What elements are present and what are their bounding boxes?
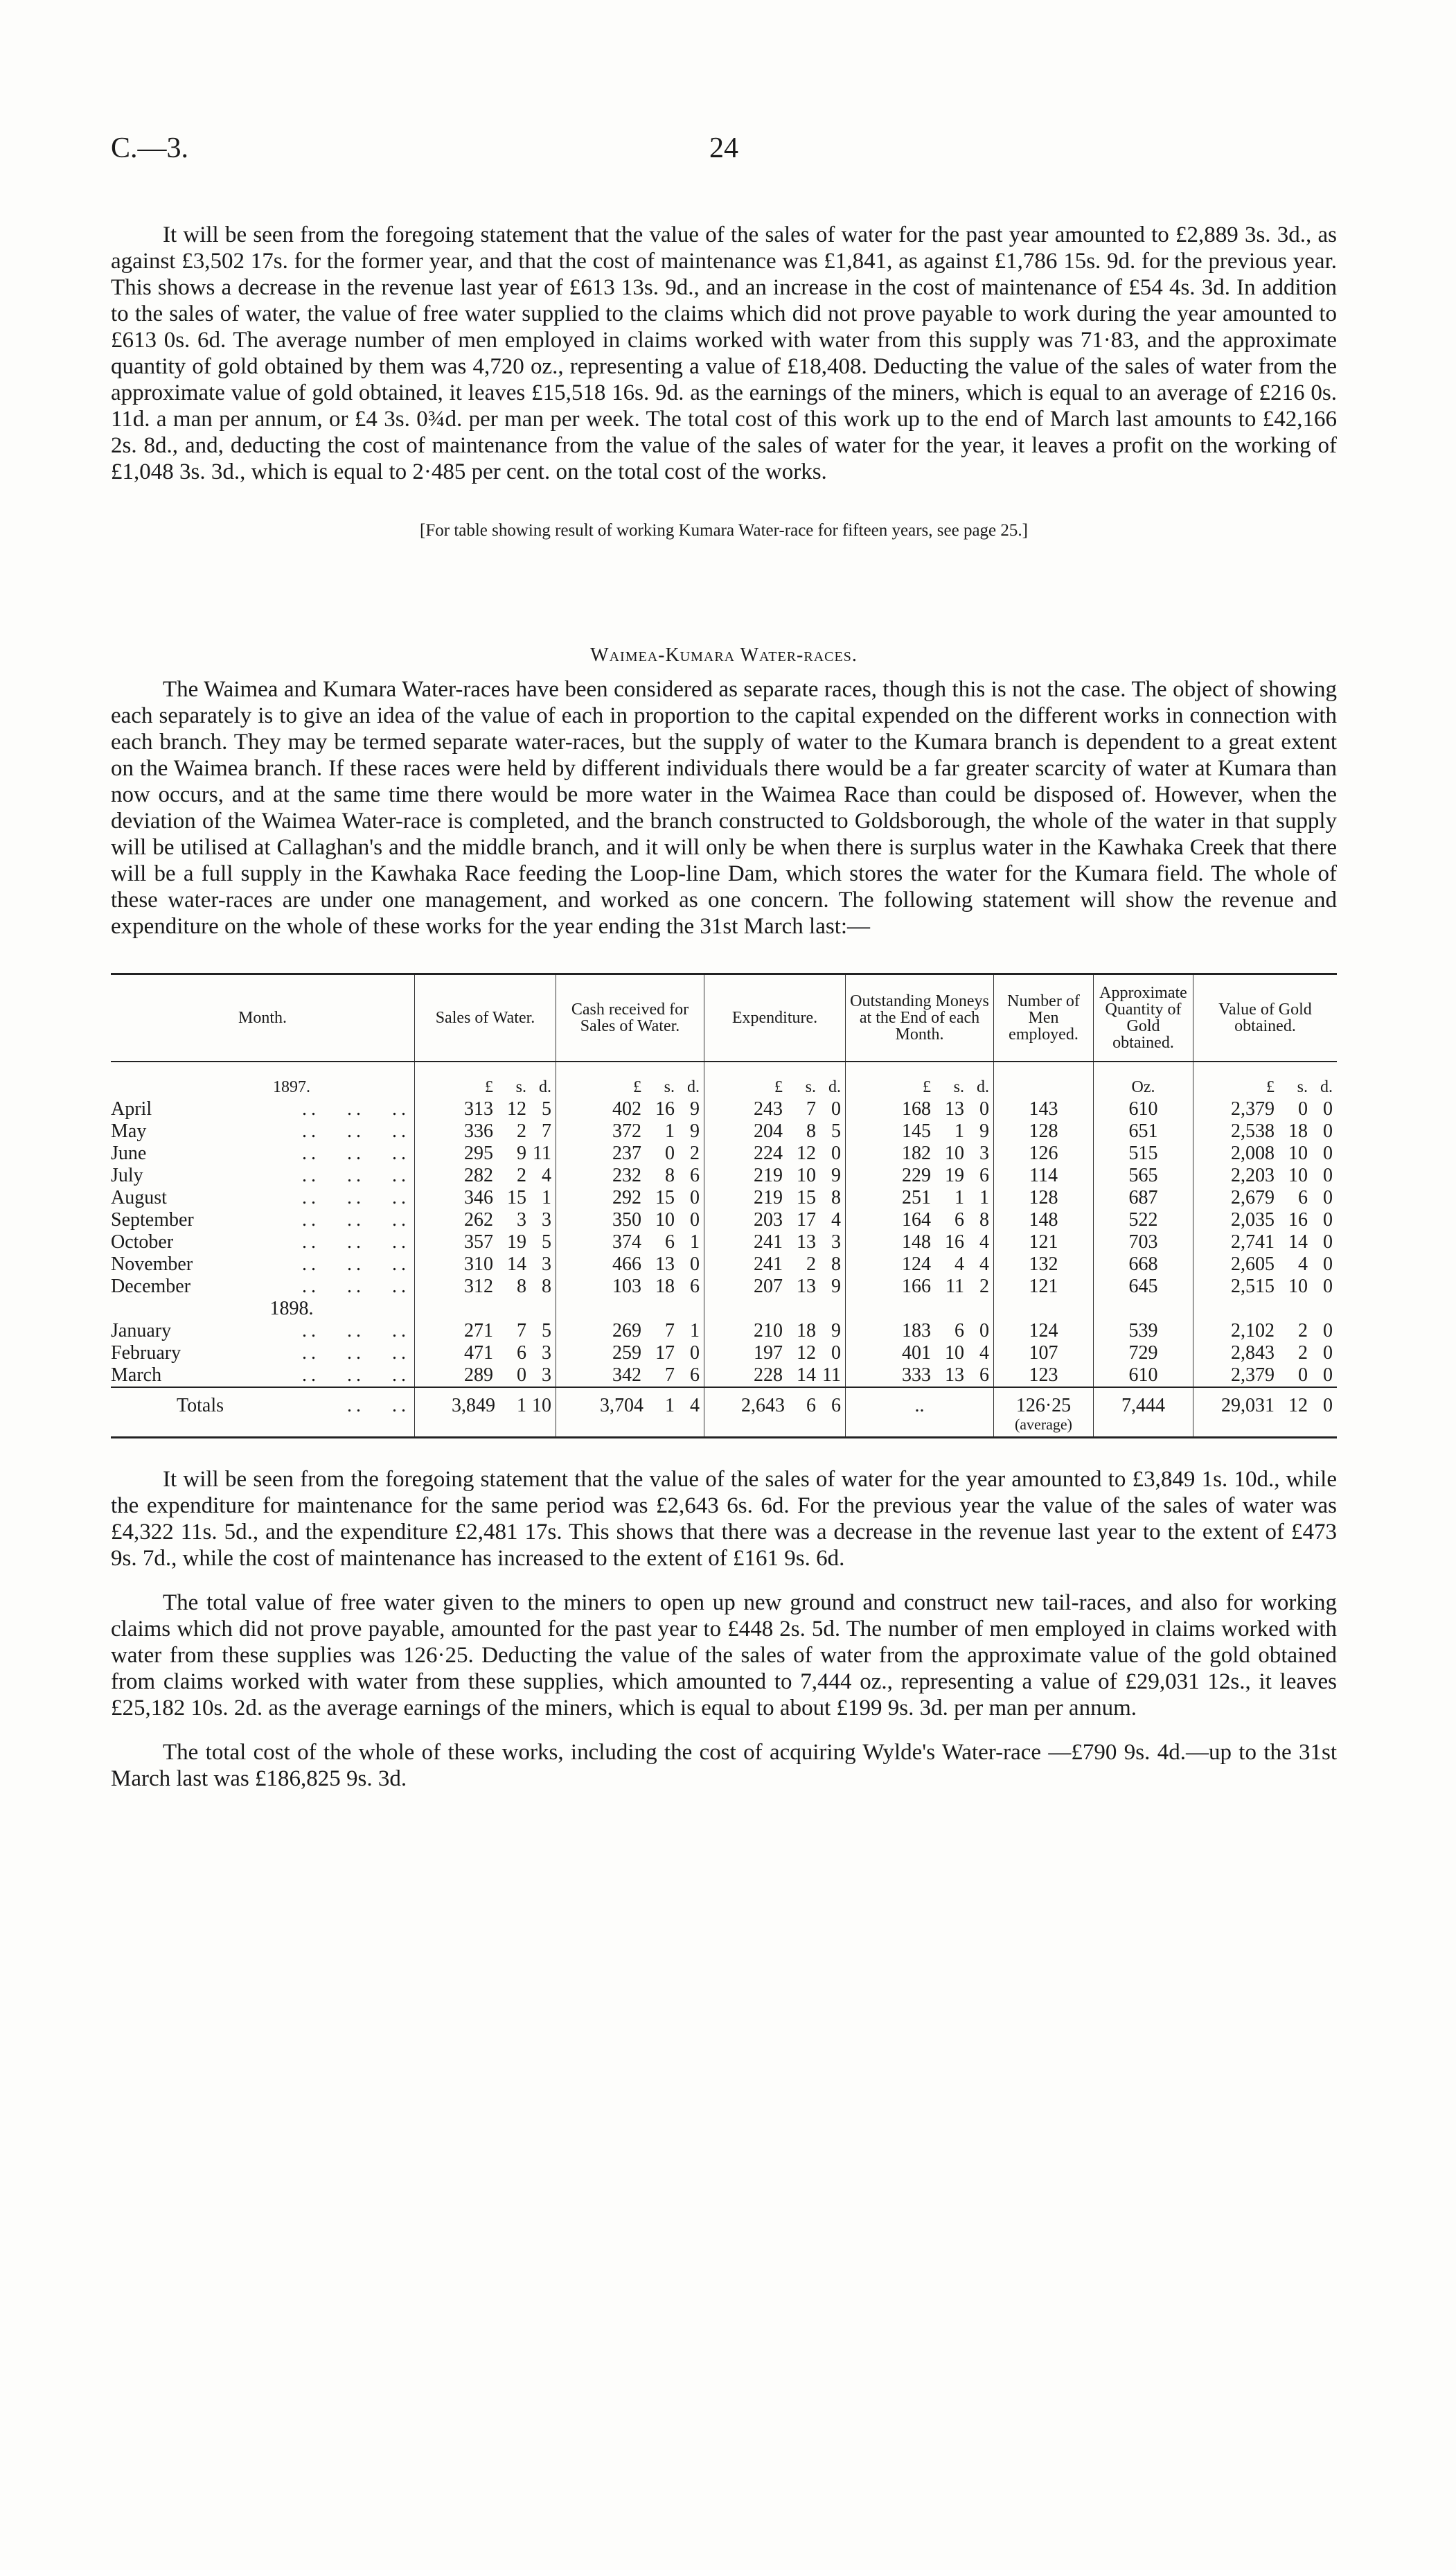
- page-number: 24: [709, 132, 738, 164]
- money-cell: 224 12 0: [704, 1143, 846, 1165]
- units-cell: £ s. d.: [556, 1062, 704, 1098]
- quantity-cell: 539: [1094, 1320, 1193, 1342]
- money-cell: 2,515 10 0: [1193, 1276, 1338, 1298]
- men-total: 126·25 (average): [994, 1387, 1094, 1438]
- table-row: [111, 1209, 1337, 1231]
- month-cell: February .. .. ..: [111, 1342, 410, 1364]
- money-cell: 124 4 4: [846, 1253, 994, 1276]
- money-cell: 401 10 4: [846, 1342, 994, 1364]
- table-row: [111, 1165, 1337, 1187]
- units-row: [111, 1062, 1337, 1098]
- month-cell: October .. .. ..: [111, 1231, 410, 1253]
- money-cell: 219 15 8: [704, 1187, 846, 1209]
- money-cell: 229 19 6: [846, 1165, 994, 1187]
- money-cell: 219 10 9: [704, 1165, 846, 1187]
- men-cell: 143: [994, 1098, 1094, 1120]
- money-cell: 168 13 0: [846, 1098, 994, 1120]
- money-cell: 342 7 6: [556, 1364, 704, 1387]
- men-cell: 148: [994, 1209, 1094, 1231]
- month-cell: September .. .. ..: [111, 1209, 410, 1231]
- col-quantity: Approximate Quantity of Gold obtained.: [1094, 974, 1193, 1062]
- money-cell: 237 0 2: [556, 1143, 704, 1165]
- money-cell: 2,379 0 0: [1193, 1364, 1338, 1387]
- men-cell: 114: [994, 1165, 1094, 1187]
- money-cell: 103 18 6: [556, 1276, 704, 1298]
- money-cell: 207 13 9: [704, 1276, 846, 1298]
- money-cell: 2,843 2 0: [1193, 1342, 1338, 1364]
- year-label: 1898.: [269, 1298, 314, 1319]
- revenue-expenditure-table: [111, 973, 1337, 1438]
- col-value: Value of Gold obtained.: [1193, 974, 1338, 1062]
- money-cell: 148 16 4: [846, 1231, 994, 1253]
- money-cell: 271 7 5: [415, 1320, 556, 1342]
- document-reference: C.—3.: [111, 132, 189, 164]
- men-cell: 128: [994, 1187, 1094, 1209]
- quantity-cell: 651: [1094, 1120, 1193, 1143]
- month-cell: April .. .. ..: [111, 1098, 410, 1120]
- money-cell: 203 17 4: [704, 1209, 846, 1231]
- money-cell: 310 14 3: [415, 1253, 556, 1276]
- money-cell: 262 3 3: [415, 1209, 556, 1231]
- money-cell: 164 6 8: [846, 1209, 994, 1231]
- money-cell: 2,379 0 0: [1193, 1098, 1338, 1120]
- col-cash: Cash received for Sales of Water.: [556, 974, 704, 1062]
- year-row: [111, 1298, 1337, 1320]
- men-cell: 128: [994, 1120, 1094, 1143]
- money-cell: 183 6 0: [846, 1320, 994, 1342]
- col-outstanding: Outstanding Moneys at the End of each Month.: [846, 974, 994, 1062]
- col-sales: Sales of Water.: [415, 974, 556, 1062]
- units-cell: Oz.: [1094, 1062, 1193, 1098]
- totals-label: Totals .. ..: [111, 1387, 415, 1438]
- quantity-cell: 522: [1094, 1209, 1193, 1231]
- money-cell: 292 15 0: [556, 1187, 704, 1209]
- year-label: 1897.: [273, 1078, 310, 1096]
- table-row: [111, 1120, 1337, 1143]
- table-body: [111, 1062, 1337, 1438]
- money-cell: 2,035 16 0: [1193, 1209, 1338, 1231]
- men-cell: 132: [994, 1253, 1094, 1276]
- paragraph-kumara-summary: It will be seen from the foregoing statement that the value of the sales of water for the past year amounted to £2,889 3s. 3d., as against £3,502 17s. for the former year, and that the cost of maintenance was £1,841, as against £1,786 15s. 9d. for the previous year. This shows a decrease in the revenue last year of £613 13s. 9d., and an increase in the cost of maintenance of £54 4s. 3d. In addition to the sales of water, the value of free water supplied to the claims which did not prove payable to work during the year amounted to £613 0s. 6d. The average number of men employed in claims worked with water from this supply was 71·83, and the approximate quantity of gold obtained by them was 4,720 oz., representing a value of £18,408. Deducting the value of the sales of water from the approximate value of gold obtained, it leaves £15,518 16s. 9d. as the earnings of the miners, which is equal to an average of £216 0s. 11d. a man per annum, or £4 3s. 0¾d. per man per week. The total cost of this work up to the end of March last amounts to £42,166 2s. 8d., and, deducting the cost of maintenance from the value of the sales of water for the year, it leaves a profit on the working of £1,048 3s. 3d., which is equal to 2·485 per cent. on the total cost of the works.: [111, 222, 1337, 484]
- money-cell: 372 1 9: [556, 1120, 704, 1143]
- money-cell: 166 11 2: [846, 1276, 994, 1298]
- table-row: [111, 1143, 1337, 1165]
- money-cell: 204 8 5: [704, 1120, 846, 1143]
- units-cell: £ s. d.: [415, 1062, 556, 1098]
- money-cell: 374 6 1: [556, 1231, 704, 1253]
- money-cell: 241 13 3: [704, 1231, 846, 1253]
- paragraph-total-cost: The total cost of the whole of these works, including the cost of acquiring Wylde's Water-race —£790 9s. 4d.—up to the 31st March last was £186,825 9s. 3d.: [111, 1740, 1337, 1791]
- money-cell: 145 1 9: [846, 1120, 994, 1143]
- table-row: [111, 1364, 1337, 1387]
- units-cell: [994, 1062, 1094, 1098]
- men-cell: 124: [994, 1320, 1094, 1342]
- outstanding-total: ..: [846, 1387, 994, 1438]
- paragraph-free-water: The total value of free water given to the miners to open up new ground and construct new tail-races, and also for working claims which did not prove payable, amounted for the past year to £448 2s. 5d. The number of men employed in claims worked with water from these supplies was 126·25. Deducting the value of the sales of water from the approximate value of the gold obtained from claims worked with water from these supplies, which amounted to 7,444 oz., representing a value of £29,031 12s., it leaves £25,182 10s. 2d. as the average earnings of the miners, which is equal to about £199 9s. 3d. per man per annum.: [111, 1590, 1337, 1720]
- quantity-cell: 729: [1094, 1342, 1193, 1364]
- table-row: [111, 1320, 1337, 1342]
- men-cell: 126: [994, 1143, 1094, 1165]
- men-cell: 121: [994, 1276, 1094, 1298]
- money-cell: 357 19 5: [415, 1231, 556, 1253]
- money-cell: 402 16 9: [556, 1098, 704, 1120]
- section-title: Waimea-Kumara Water-races.: [590, 644, 858, 666]
- col-expenditure: Expenditure.: [704, 974, 846, 1062]
- money-cell: 295 9 11: [415, 1143, 556, 1165]
- quantity-cell: 703: [1094, 1231, 1193, 1253]
- money-cell: 232 8 6: [556, 1165, 704, 1187]
- month-cell: January .. .. ..: [111, 1320, 410, 1341]
- money-cell: 2,008 10 0: [1193, 1143, 1338, 1165]
- money-cell: 312 8 8: [415, 1276, 556, 1298]
- quantity-cell: 610: [1094, 1364, 1193, 1387]
- money-cell: 243 7 0: [704, 1098, 846, 1120]
- money-cell: 471 6 3: [415, 1342, 556, 1364]
- money-cell: 289 0 3: [415, 1364, 556, 1387]
- table-header-row: [111, 974, 1337, 1062]
- quantity-cell: 610: [1094, 1098, 1193, 1120]
- month-cell: March .. .. ..: [111, 1364, 410, 1386]
- month-cell: May .. .. ..: [111, 1120, 410, 1142]
- table-row: [111, 1187, 1337, 1209]
- table-row: [111, 1253, 1337, 1276]
- quantity-total: 7,444: [1094, 1387, 1193, 1438]
- units-cell: £ s. d.: [704, 1062, 846, 1098]
- money-cell: 313 12 5: [415, 1098, 556, 1120]
- units-cell: £ s. d.: [1193, 1062, 1338, 1098]
- units-cell: £ s. d.: [846, 1062, 994, 1098]
- quantity-cell: 645: [1094, 1276, 1193, 1298]
- money-cell: 251 1 1: [846, 1187, 994, 1209]
- money-cell: 197 12 0: [704, 1342, 846, 1364]
- table-row: [111, 1276, 1337, 1298]
- money-cell: 282 2 4: [415, 1165, 556, 1187]
- money-cell: 182 10 3: [846, 1143, 994, 1165]
- money-cell: 228 14 11: [704, 1364, 846, 1387]
- paragraph-year-comparison: It will be seen from the foregoing statement that the value of the sales of water for the year amounted to £3,849 1s. 10d., while the expenditure for maintenance for the same period was £2,643 6s. 6d. For the previous year the value of the sales of water was £4,322 11s. 5d., and the expenditure £2,481 17s. This shows that there was a decrease in the revenue last year to the extent of £473 9s. 7d., while the cost of maintenance has increased to the extent of £161 9s. 6d.: [111, 1467, 1337, 1571]
- men-cell: 121: [994, 1231, 1094, 1253]
- month-cell: November .. .. ..: [111, 1253, 410, 1275]
- men-cell: 107: [994, 1342, 1094, 1364]
- money-cell: 2,679 6 0: [1193, 1187, 1338, 1209]
- money-cell: 2,102 2 0: [1193, 1320, 1338, 1342]
- money-cell: 346 15 1: [415, 1187, 556, 1209]
- month-cell: August .. .. ..: [111, 1187, 410, 1208]
- money-cell: 210 18 9: [704, 1320, 846, 1342]
- month-cell: December .. .. ..: [111, 1276, 410, 1297]
- men-cell: 123: [994, 1364, 1094, 1387]
- col-month: Month.: [111, 974, 415, 1062]
- table-row: [111, 1342, 1337, 1364]
- money-cell: 3,849 1 10: [415, 1387, 556, 1438]
- money-cell: 3,704 1 4: [556, 1387, 704, 1438]
- month-cell: June .. .. ..: [111, 1143, 410, 1164]
- paragraph-waimea-kumara: The Waimea and Kumara Water-races have been considered as separate races, though this is not the case. The object of showing each separately is to give an idea of the value of each in proportion to the capital expended on the different works in connection with each branch. They may be termed separate water-races, but the supply of water to the Kumara branch is dependent to a great extent on the Waimea branch. If these races were held by different individuals there would be a far greater scarcity of water at Kumara than now occurs, and at the same time there would be more water in the Waimea Race than could be disposed of. However, when the deviation of the Waimea Water-race is completed, and the branch constructed to Goldsborough, the whole of the water in that supply will be utilised at Callaghan's and the middle branch, and it will only be when there is surplus water in the Kawhaka Creek that there will be a full supply in the Kawhaka Race feeding the Loop-line Dam, which stores the water for the Kumara field. The whole of these water-races are under one management, and worked as one concern. The following statement will show the revenue and expenditure on the whole of these works for the year ending the 31st March last:—: [111, 677, 1337, 939]
- money-cell: 2,203 10 0: [1193, 1165, 1338, 1187]
- quantity-cell: 565: [1094, 1165, 1193, 1187]
- money-cell: 259 17 0: [556, 1342, 704, 1364]
- money-cell: 350 10 0: [556, 1209, 704, 1231]
- col-men: Number of Men employed.: [994, 974, 1094, 1062]
- page-header: [111, 132, 1337, 180]
- money-cell: 466 13 0: [556, 1253, 704, 1276]
- money-cell: 269 7 1: [556, 1320, 704, 1342]
- money-cell: 2,643 6 6: [704, 1387, 846, 1438]
- money-cell: 2,741 14 0: [1193, 1231, 1338, 1253]
- money-cell: 336 2 7: [415, 1120, 556, 1143]
- table-row: [111, 1098, 1337, 1120]
- money-cell: 241 2 8: [704, 1253, 846, 1276]
- table-row: [111, 1231, 1337, 1253]
- table-reference-note: [For table showing result of working Kumara Water-race for fifteen years, see page 25.]: [420, 521, 1028, 540]
- quantity-cell: 668: [1094, 1253, 1193, 1276]
- money-cell: 2,538 18 0: [1193, 1120, 1338, 1143]
- quantity-cell: 687: [1094, 1187, 1193, 1209]
- document-page: [111, 132, 1337, 1792]
- money-cell: 2,605 4 0: [1193, 1253, 1338, 1276]
- money-cell: 333 13 6: [846, 1364, 994, 1387]
- money-cell: 29,031 12 0: [1193, 1387, 1338, 1438]
- quantity-cell: 515: [1094, 1143, 1193, 1165]
- month-cell: July .. .. ..: [111, 1165, 410, 1186]
- totals-row: [111, 1387, 1337, 1438]
